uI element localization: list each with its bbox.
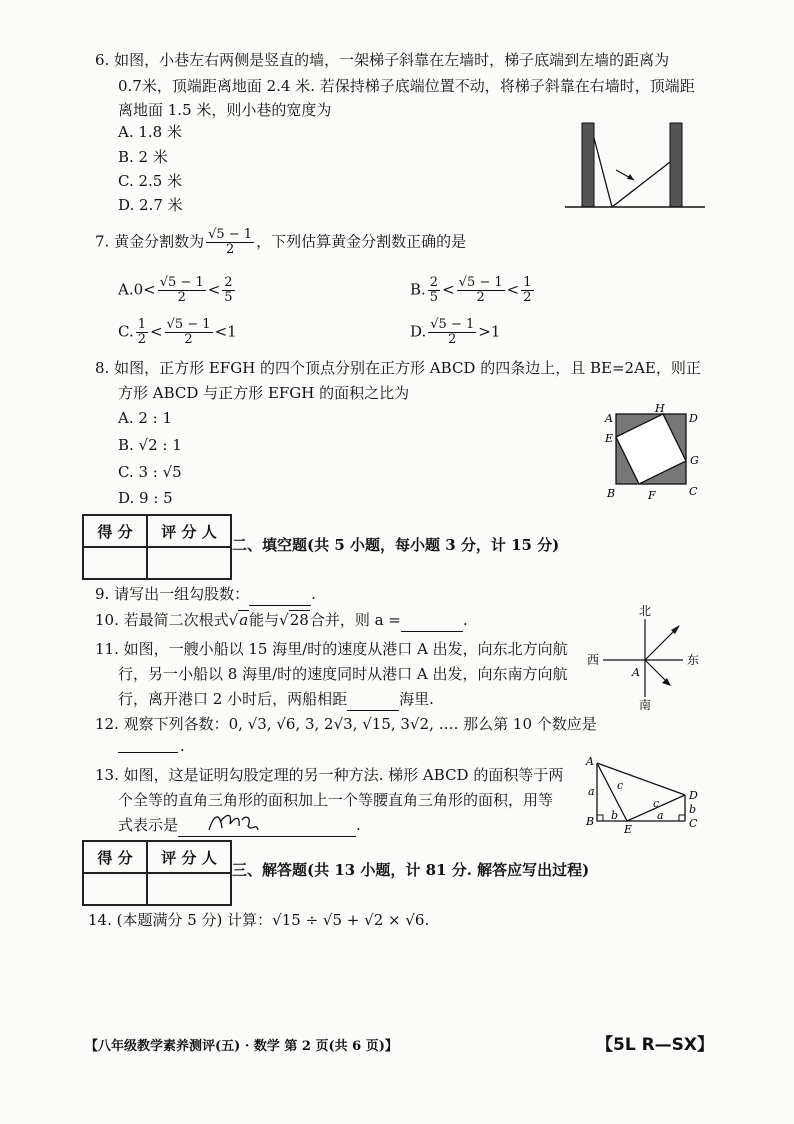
option-letter: B. xyxy=(410,280,426,299)
q11-compass-figure xyxy=(585,605,705,713)
score-cell[interactable] xyxy=(83,547,147,579)
q8-option-d: D. 9 : 5 xyxy=(118,489,173,507)
label-a: A xyxy=(605,412,613,425)
q11-line1: 11. 如图，一艘小船以 15 海里/时的速度从港口 A 出发，向东北方向航 xyxy=(95,640,568,658)
q10-text-3: 合并，则 a = xyxy=(309,611,401,629)
label-side-b: b xyxy=(611,809,619,822)
handwritten-scribble xyxy=(206,810,261,836)
q11-text-a: 行，离开港口 2 小时后，两船相距 xyxy=(118,690,348,708)
compass-port-a: A xyxy=(632,666,640,679)
q10-text-1: 10. 若最简二次根式 xyxy=(95,611,229,629)
label-c: C xyxy=(689,485,698,498)
frac-numerator: 1 xyxy=(523,275,532,290)
label-e: E xyxy=(624,823,633,835)
lt: < xyxy=(207,280,221,299)
score-header: 得 分 xyxy=(83,841,147,873)
q13-answer-blank[interactable] xyxy=(178,818,356,837)
lt: < xyxy=(506,280,520,299)
label-g: G xyxy=(690,454,699,467)
label-d: D xyxy=(689,789,698,802)
q11-answer-blank[interactable] xyxy=(347,692,399,711)
lt: < xyxy=(143,280,156,299)
frac-denominator: 2 xyxy=(523,290,532,305)
q11-line2: 行，另一小船以 8 海里/时的速度同时从港口 A 出发，向东南方向航 xyxy=(118,665,568,683)
section3-title: 三、解答题(共 13 小题，计 81 分. 解答应写出过程) xyxy=(232,861,590,879)
radicand-a: a xyxy=(239,611,249,629)
q10-answer-blank[interactable] xyxy=(401,613,463,632)
q8-option-c: C. 3 : √5 xyxy=(118,463,182,481)
q13-line3: 式表示是 . xyxy=(118,813,361,837)
q6-option-c: C. 2.5 米 xyxy=(118,172,183,190)
q6-line1: 6. 如图，小巷左右两侧是竖直的墙，一架梯子斜靠在左墙时，梯子底端到左墙的距离为 xyxy=(95,51,670,69)
label-side-c2: c xyxy=(653,797,660,810)
q6-alley-figure xyxy=(560,118,710,213)
q8-square-figure xyxy=(596,400,708,505)
q10-text-2: 能与 xyxy=(249,611,280,629)
q6-option-d: D. 2.7 米 xyxy=(118,196,183,214)
label-b: B xyxy=(607,487,616,500)
q7-option-b xyxy=(410,276,536,305)
q6-line2: 0.7米，顶端距离地面 2.4 米. 若保持梯子底端位置不动，将梯子斜靠在右墙时，顶端距 xyxy=(118,77,695,95)
fraction xyxy=(165,318,213,347)
q8-line2: 方形 ABCD 与正方形 EFGH 的面积之比为 xyxy=(118,384,410,402)
fraction xyxy=(457,276,505,305)
radicand-28: 28 xyxy=(289,611,309,629)
q11-line3 xyxy=(118,687,434,711)
frac-denominator: 2 xyxy=(184,332,193,347)
frac-denominator: 2 xyxy=(137,332,146,347)
section2-title: 二、填空题(共 5 小题，每小题 3 分，计 15 分) xyxy=(232,536,560,554)
compass-north: 北 xyxy=(639,605,652,618)
label-side-a2: a xyxy=(657,809,664,822)
label-b: B xyxy=(586,815,595,828)
q9: 9. 请写出一组勾股数： . xyxy=(95,582,316,606)
q6-option-a: A. 1.8 米 xyxy=(118,123,182,141)
q13-line1: 13. 如图，这是证明勾股定理的另一种方法. 梯形 ABCD 的面积等于两 xyxy=(95,766,564,784)
q9-answer-blank[interactable] xyxy=(249,587,311,606)
q12-period: . xyxy=(180,737,185,755)
lt: < xyxy=(442,280,455,299)
fraction xyxy=(428,318,476,347)
grader-cell[interactable] xyxy=(147,547,231,579)
label-side-a: a xyxy=(588,785,595,798)
num: 0 xyxy=(133,280,144,299)
option-letter: C. xyxy=(118,322,134,341)
frac-numerator: 1 xyxy=(137,317,146,332)
q8-option-b: B. √2 : 1 xyxy=(118,436,182,454)
label-c: C xyxy=(689,817,698,830)
q7-option-c xyxy=(118,318,237,347)
q8-option-a: A. 2 : 1 xyxy=(118,409,173,427)
footer-page-info: 【八年级教学素养测评(五) · 数学 第 2 页(共 6 页)】 xyxy=(85,1039,398,1054)
option-letter: A. xyxy=(118,280,134,299)
label-a: A xyxy=(586,755,594,768)
fraction xyxy=(158,276,206,305)
q8-line1: 8. 如图，正方形 EFGH 的四个顶点分别在正方形 ABCD 的四条边上，且 BE=2AE，则正 xyxy=(95,359,701,377)
label-h: H xyxy=(655,402,665,415)
frac-denominator: 5 xyxy=(224,290,233,305)
label-f: F xyxy=(648,489,656,502)
lt: < xyxy=(150,322,163,341)
label-e: E xyxy=(605,432,614,445)
frac-numerator: √5 − 1 xyxy=(458,275,503,290)
frac-denominator: 2 xyxy=(225,242,235,257)
frac-numerator: √5 − 1 xyxy=(208,227,253,242)
grader-header: 评 分 人 xyxy=(147,515,231,547)
q7-suffix: ，下列估算黄金分割数正确的是 xyxy=(256,232,467,251)
q6-line3: 离地面 1.5 米，则小巷的宽度为 xyxy=(118,101,332,119)
gt: > xyxy=(478,322,491,341)
grader-cell[interactable] xyxy=(147,873,231,905)
frac-numerator: 2 xyxy=(224,275,233,290)
q14: 14. (本题满分 5 分) 计算：√15 ÷ √5 + √2 × √6. xyxy=(88,911,430,929)
fraction xyxy=(136,318,148,347)
num: 1 xyxy=(227,322,237,341)
frac-denominator: 5 xyxy=(429,290,439,305)
score-table-section2 xyxy=(82,514,232,580)
q9-text: 9. 请写出一组勾股数： xyxy=(95,585,250,603)
q7-option-a xyxy=(118,276,237,305)
frac-denominator: 2 xyxy=(177,290,186,305)
frac-numerator: √5 − 1 xyxy=(166,317,211,332)
q12-line1: 12. 观察下列各数：0, √3, √6, 3, 2√3, √15, 3√2, …. 那么第 10 个数应是 xyxy=(95,715,597,733)
score-table-section3 xyxy=(82,840,232,906)
frac-denominator: 2 xyxy=(476,290,485,305)
q13-trapezoid-figure xyxy=(583,755,703,835)
q7-prefix: 7. 黄金分割数为 xyxy=(95,232,205,251)
compass-east: 东 xyxy=(687,653,700,667)
lt: < xyxy=(214,322,228,341)
score-header: 得 分 xyxy=(83,515,147,547)
footer-paper-code: 【5L R—SX】 xyxy=(596,1035,715,1055)
frac-numerator: √5 − 1 xyxy=(159,275,204,290)
fraction xyxy=(428,276,440,305)
compass-west: 西 xyxy=(587,653,600,667)
num: 1 xyxy=(490,322,501,341)
q7-stem xyxy=(95,228,466,257)
label-d: D xyxy=(689,412,698,425)
q13-text: 式表示是 xyxy=(118,816,179,834)
compass-south: 南 xyxy=(639,698,652,712)
q10: 10. 若最简二次根式√a能与√28合并，则 a = . xyxy=(95,608,468,632)
q12-answer-blank[interactable] xyxy=(118,734,178,753)
option-letter: D. xyxy=(410,322,427,341)
grader-header: 评 分 人 xyxy=(147,841,231,873)
label-side-c1: c xyxy=(617,779,624,792)
frac-numerator: √5 − 1 xyxy=(430,317,475,332)
frac-denominator: 2 xyxy=(448,332,457,347)
q13-line2: 个全等的直角三角形的面积加上一个等腰直角三角形的面积，用等 xyxy=(118,791,554,809)
fraction xyxy=(521,276,533,305)
q7-option-d xyxy=(410,318,500,347)
q7-golden-fraction xyxy=(206,228,254,257)
q11-text-b: 海里. xyxy=(399,690,434,708)
q6-option-b: B. 2 米 xyxy=(118,148,168,166)
label-side-b2: b xyxy=(689,803,697,816)
frac-numerator: 2 xyxy=(429,275,439,290)
score-cell[interactable] xyxy=(83,873,147,905)
fraction xyxy=(222,276,234,305)
